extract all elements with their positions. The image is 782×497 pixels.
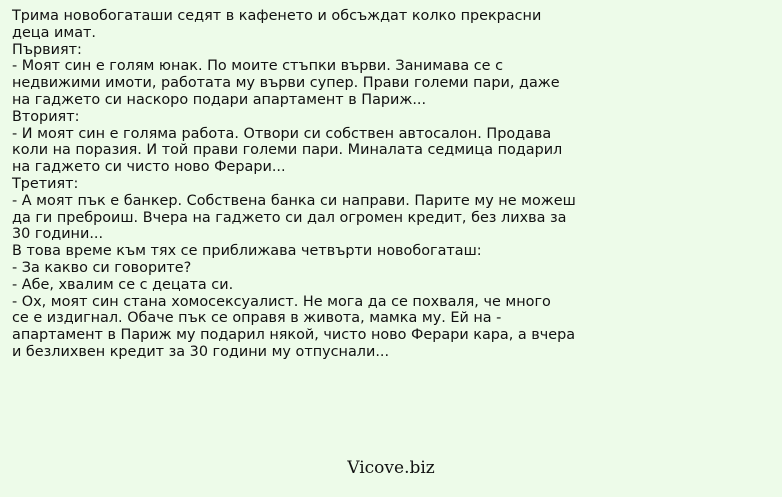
joke-line: Първият: (12, 41, 82, 58)
joke-line: на гаджето си чисто ново Ферари... (12, 159, 286, 176)
joke-line: 30 години... (12, 226, 104, 243)
joke-line: - А моят пък е банкер. Собствена банка си направи. Парите му не можеш (12, 192, 576, 209)
site-watermark: Vicove.biz (347, 458, 435, 478)
joke-line: на гаджето си наскоро подари апартамент в Париж... (12, 91, 427, 108)
joke-line: недвижими имоти, работата му върви супер. Прави големи пари, даже (12, 75, 560, 92)
joke-line: се е издигнал. Обаче пък се оправя в живота, мамка му. Ей на - (12, 310, 502, 327)
joke-line: - И моят син е голяма работа. Отвори си собствен автосалон. Продава (12, 125, 552, 142)
joke-line: да ги преброиш. Вчера на гаджето си дал огромен кредит, без лихва за (12, 209, 567, 226)
joke-line: - Моят син е голям юнак. По моите стъпки върви. Занимава се с (12, 58, 503, 75)
joke-line: апартамент в Париж му подарил някой, чисто ново Ферари кара, а вчера (12, 327, 576, 344)
joke-line: В това време към тях се приближава четвърти новобогаташ: (12, 243, 482, 260)
joke-line: - За какво си говорите? (12, 259, 192, 276)
joke-line: деца имат. (12, 24, 96, 41)
joke-line: Вторият: (12, 108, 80, 125)
joke-line: Трима новобогаташи седят в кафенето и обсъждат колко прекрасни (12, 8, 542, 24)
joke-line: - Ох, моят син стана хомосексуалист. Не мога да се похваля, че много (12, 293, 551, 310)
joke-line: Третият: (12, 175, 79, 192)
joke-line: коли на поразия. И той прави големи пари. Миналата седмица подарил (12, 142, 563, 159)
joke-line: и безлихвен кредит за 30 години му отпуснали... (12, 343, 390, 360)
joke-text (12, 8, 576, 361)
joke-line: - Абе, хвалим се с децата си. (12, 276, 234, 293)
